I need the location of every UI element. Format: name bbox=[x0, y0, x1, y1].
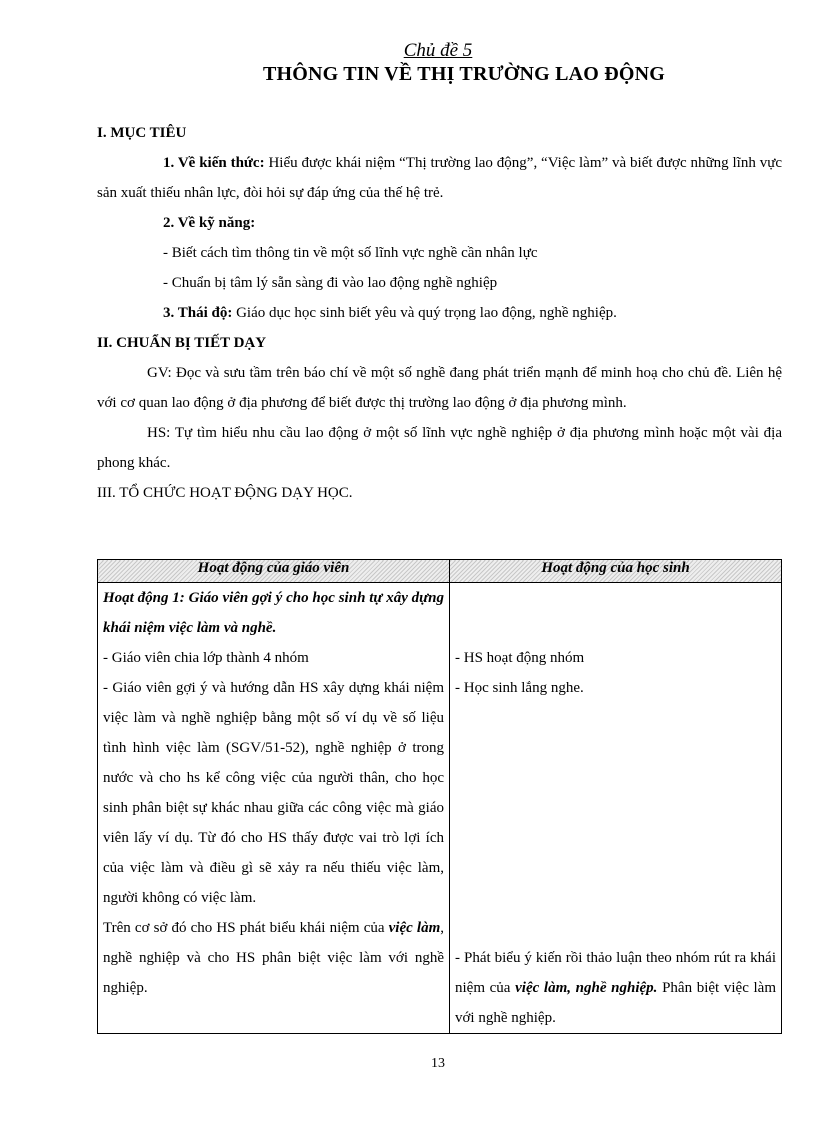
teacher-step-3-text-end: , nghề nghiệp và cho HS phân biệt việc làm với nghề nghiệp. bbox=[103, 920, 444, 996]
table-header-row bbox=[98, 560, 782, 583]
topic-label: Chủ đề 5 bbox=[403, 40, 473, 61]
skill-item-1: - Biết cách tìm thông tin về một số lĩnh vực nghề cần nhân lực bbox=[163, 245, 538, 261]
teacher-step-3-emphasis: việc làm bbox=[388, 920, 441, 936]
section-activities-heading: III. TỔ CHỨC HOẠT ĐỘNG DẠY HỌC. bbox=[97, 485, 353, 501]
table-row bbox=[98, 583, 782, 1034]
attitude-paragraph bbox=[97, 298, 782, 328]
teacher-preparation: GV: Đọc và sưu tầm trên báo chí về một số nghề đang phát triển mạnh để minh hoạ cho chủ đề. Liên hệ với cơ quan lao động ở địa phương để biết được thị trường lao động ở địa phương mình. bbox=[97, 365, 782, 411]
student-step-3 bbox=[455, 943, 776, 1033]
column-header-teacher: Hoạt động của giáo viên bbox=[98, 560, 450, 583]
activity-table bbox=[97, 559, 782, 1034]
skill-item-2: - Chuẩn bị tâm lý sẵn sàng đi vào lao động nghề nghiệp bbox=[163, 275, 498, 291]
section-objectives-heading: I. MỤC TIÊU bbox=[97, 125, 187, 141]
knowledge-label: 1. Về kiến thức: bbox=[163, 155, 265, 171]
activity-title: Hoạt động 1: Giáo viên gợi ý cho học sinh tự xây dựng khái niệm việc làm và nghề. bbox=[103, 590, 444, 636]
knowledge-text: Hiểu được khái niệm “Thị trường lao động”, “Việc làm” và biết được những lĩnh vực sản xuất thiếu nhân lực, đòi hỏi sự đáp ứng của thế hệ trẻ. bbox=[97, 155, 782, 201]
document-body bbox=[97, 118, 782, 508]
section-preparation-heading: II. CHUẨN BỊ TIẾT DẠY bbox=[97, 335, 267, 351]
teacher-step-1: - Giáo viên chia lớp thành 4 nhóm bbox=[103, 650, 309, 666]
column-header-student: Hoạt động của học sinh bbox=[450, 560, 782, 583]
attitude-text: Giáo dục học sinh biết yêu và quý trọng lao động, nghề nghiệp. bbox=[232, 305, 617, 321]
student-step-2: - Học sinh lắng nghe. bbox=[455, 680, 584, 696]
student-preparation: HS: Tự tìm hiểu nhu cầu lao động ở một số lĩnh vực nghề nghiệp ở địa phương mình hoặc một vài địa phong khác. bbox=[97, 425, 782, 471]
skills-label: 2. Về kỹ năng: bbox=[163, 215, 256, 231]
page-title: THÔNG TIN VỀ THỊ TRƯỜNG LAO ĐỘNG bbox=[262, 63, 666, 85]
knowledge-paragraph bbox=[97, 148, 782, 208]
teacher-step-2: - Giáo viên gợi ý và hướng dẫn HS xây dựng khái niệm việc làm và nghề nghiệp bằng một số ví dụ về số liệu tình hình việc làm (SGV/51-52), nghề nghiệp ở trong nước và cho hs kể công việc của người thân, cho học sinh phân biệt sự khác nhau giữa các công việc mà giáo viên lấy ví dụ. Từ đó cho HS thấy được vai trò lợi ích của việc làm và điều gì sẽ xảy ra nếu thiếu việc làm, người không có việc làm. bbox=[103, 680, 444, 906]
student-activities-cell bbox=[450, 583, 782, 1034]
page-number: 13 bbox=[431, 1056, 445, 1071]
teacher-activities-cell bbox=[98, 583, 450, 1034]
student-step-3-text: - Phát biểu ý kiến rồi thảo luận theo nhóm rút ra khái niệm của bbox=[455, 950, 776, 996]
teacher-step-3 bbox=[103, 913, 444, 1003]
student-step-3-text-end: Phân biệt việc làm với nghề nghiệp. bbox=[455, 980, 777, 1026]
student-step-1: - HS hoạt động nhóm bbox=[455, 650, 585, 666]
teacher-step-3-text: Trên cơ sở đó cho HS phát biểu khái niệm của bbox=[103, 920, 389, 936]
attitude-label: 3. Thái độ: bbox=[163, 305, 233, 321]
student-step-3-emphasis: việc làm, nghề nghiệp. bbox=[515, 980, 658, 996]
